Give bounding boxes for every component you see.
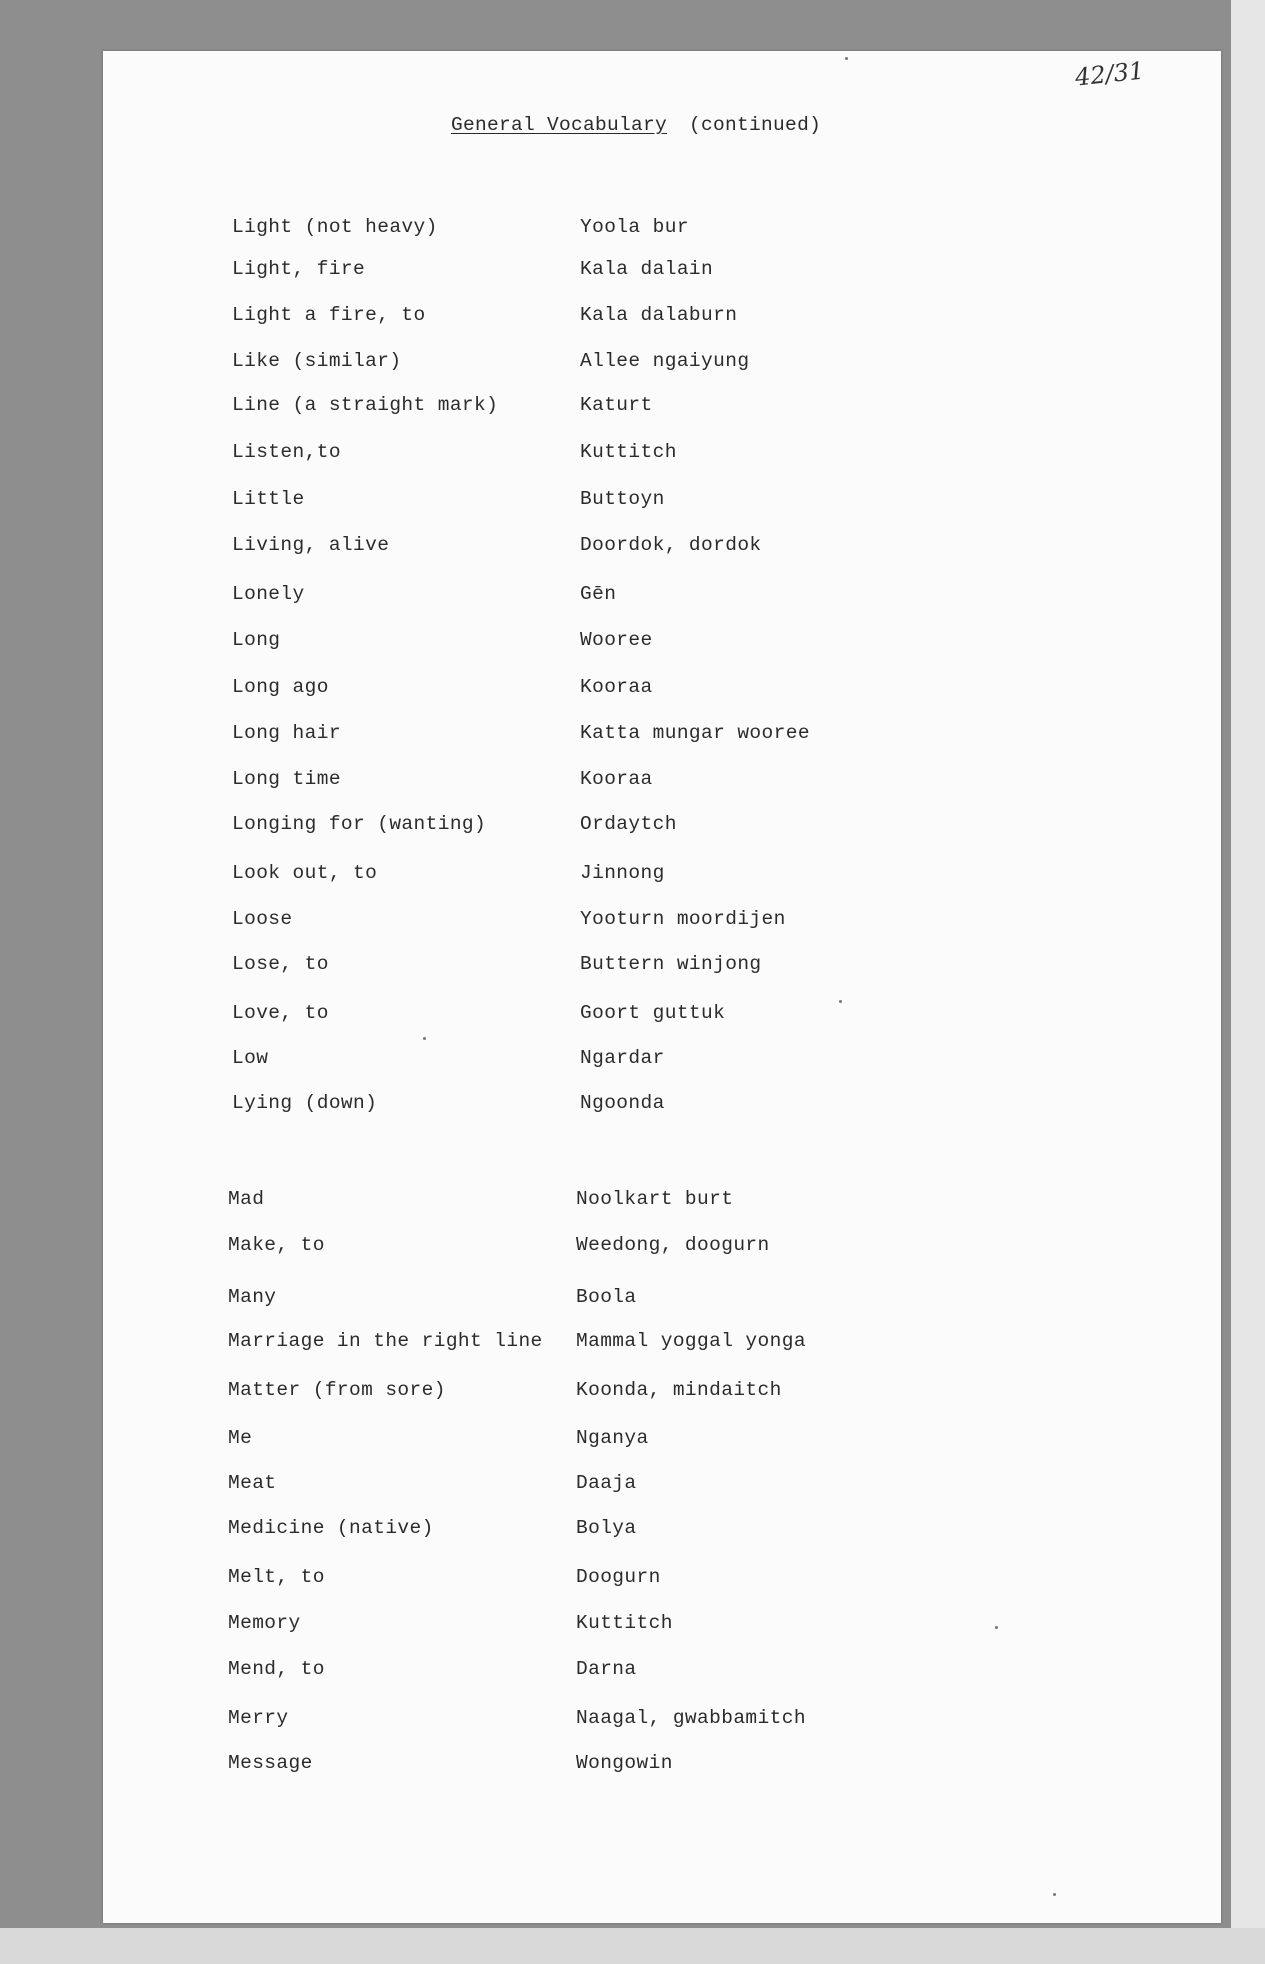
vocab-translation: Weedong, doogurn bbox=[576, 1234, 770, 1256]
vocab-term: Low bbox=[232, 1047, 269, 1069]
vocab-term: Long bbox=[232, 629, 281, 651]
vocab-term: Me bbox=[228, 1427, 253, 1449]
vocab-term: Light (not heavy) bbox=[232, 216, 438, 238]
vocab-translation: Ordaytch bbox=[580, 813, 677, 835]
vocab-translation: Noolkart burt bbox=[576, 1188, 734, 1210]
vocab-translation: Katta mungar wooree bbox=[580, 722, 810, 744]
vocab-translation: Doordok, dordok bbox=[580, 534, 762, 556]
vocab-translation: Nganya bbox=[576, 1427, 649, 1449]
vocab-term: Light a fire, to bbox=[232, 304, 426, 326]
vocab-translation: Bolya bbox=[576, 1517, 637, 1539]
vocab-term: Longing for (wanting) bbox=[232, 813, 487, 835]
vocab-translation: Kala dalaburn bbox=[580, 304, 738, 326]
vocab-translation: Kuttitch bbox=[576, 1612, 673, 1634]
vocab-translation: Katurt bbox=[580, 394, 653, 416]
vocab-term: Little bbox=[232, 488, 305, 510]
vocab-term: Mad bbox=[228, 1188, 265, 1210]
vocab-term: Listen,to bbox=[232, 441, 341, 463]
vocab-translation: Goort guttuk bbox=[580, 1002, 726, 1024]
vocab-translation: Jinnong bbox=[580, 862, 665, 884]
page-number: 42/31 bbox=[1073, 56, 1146, 92]
vocab-translation: Kuttitch bbox=[580, 441, 677, 463]
vocab-term: Love, to bbox=[232, 1002, 329, 1024]
vocab-translation: Doogurn bbox=[576, 1566, 661, 1588]
vocab-term: Medicine (native) bbox=[228, 1517, 434, 1539]
vocab-translation: Buttern winjong bbox=[580, 953, 762, 975]
vocab-translation: Mammal yoggal yonga bbox=[576, 1330, 806, 1352]
vocab-term: Many bbox=[228, 1286, 277, 1308]
vocab-translation: Ngoonda bbox=[580, 1092, 665, 1114]
vocab-term: Melt, to bbox=[228, 1566, 325, 1588]
vocab-term: Merry bbox=[228, 1707, 289, 1729]
vocab-term: Message bbox=[228, 1752, 313, 1774]
vocab-translation: Kala dalain bbox=[580, 258, 714, 280]
vocab-term: Lose, to bbox=[232, 953, 329, 975]
typed-page bbox=[103, 51, 1221, 1923]
vocab-translation: Yooturn moordijen bbox=[580, 908, 786, 930]
vocab-translation: Kooraa bbox=[580, 768, 653, 790]
vocab-translation: Koonda, mindaitch bbox=[576, 1379, 782, 1401]
vocab-term: Memory bbox=[228, 1612, 301, 1634]
vocab-term: Living, alive bbox=[232, 534, 390, 556]
vocab-term: Lonely bbox=[232, 583, 305, 605]
vocab-translation: Darna bbox=[576, 1658, 637, 1680]
page-title: General Vocabulary bbox=[451, 114, 668, 136]
paper-speck bbox=[845, 57, 848, 60]
page-header bbox=[451, 114, 821, 136]
vocab-term: Loose bbox=[232, 908, 293, 930]
vocab-term: Lying (down) bbox=[232, 1092, 378, 1114]
vocab-translation: Kooraa bbox=[580, 676, 653, 698]
vocab-term: Marriage in the right line bbox=[228, 1330, 543, 1352]
vocab-term: Matter (from sore) bbox=[228, 1379, 446, 1401]
vocab-term: Make, to bbox=[228, 1234, 325, 1256]
vocab-translation: Daaja bbox=[576, 1472, 637, 1494]
paper-speck bbox=[995, 1626, 998, 1629]
vocab-translation: Allee ngaiyung bbox=[580, 350, 750, 372]
vocab-term: Long hair bbox=[232, 722, 341, 744]
vocab-term: Line (a straight mark) bbox=[232, 394, 499, 416]
vocab-translation: Boola bbox=[576, 1286, 637, 1308]
vocab-term: Light, fire bbox=[232, 258, 366, 280]
vocab-translation: Yoola bur bbox=[580, 216, 689, 238]
paper-speck bbox=[423, 1037, 426, 1040]
paper-speck bbox=[839, 1000, 842, 1003]
vocab-translation: Naagal, gwabbamitch bbox=[576, 1707, 806, 1729]
scan-border-bottom bbox=[0, 1928, 1265, 1964]
vocab-term: Mend, to bbox=[228, 1658, 325, 1680]
vocab-translation: Gēn bbox=[580, 583, 617, 605]
page-subtitle: (continued) bbox=[689, 114, 822, 136]
vocab-translation: Wooree bbox=[580, 629, 653, 651]
vocab-translation: Buttoyn bbox=[580, 488, 665, 510]
vocab-term: Like (similar) bbox=[232, 350, 402, 372]
vocab-term: Look out, to bbox=[232, 862, 378, 884]
vocab-term: Long ago bbox=[232, 676, 329, 698]
scan-border-right bbox=[1231, 0, 1265, 1964]
vocab-translation: Ngardar bbox=[580, 1047, 665, 1069]
paper-speck bbox=[1053, 1893, 1056, 1896]
vocab-term: Long time bbox=[232, 768, 341, 790]
vocab-term: Meat bbox=[228, 1472, 277, 1494]
vocab-translation: Wongowin bbox=[576, 1752, 673, 1774]
